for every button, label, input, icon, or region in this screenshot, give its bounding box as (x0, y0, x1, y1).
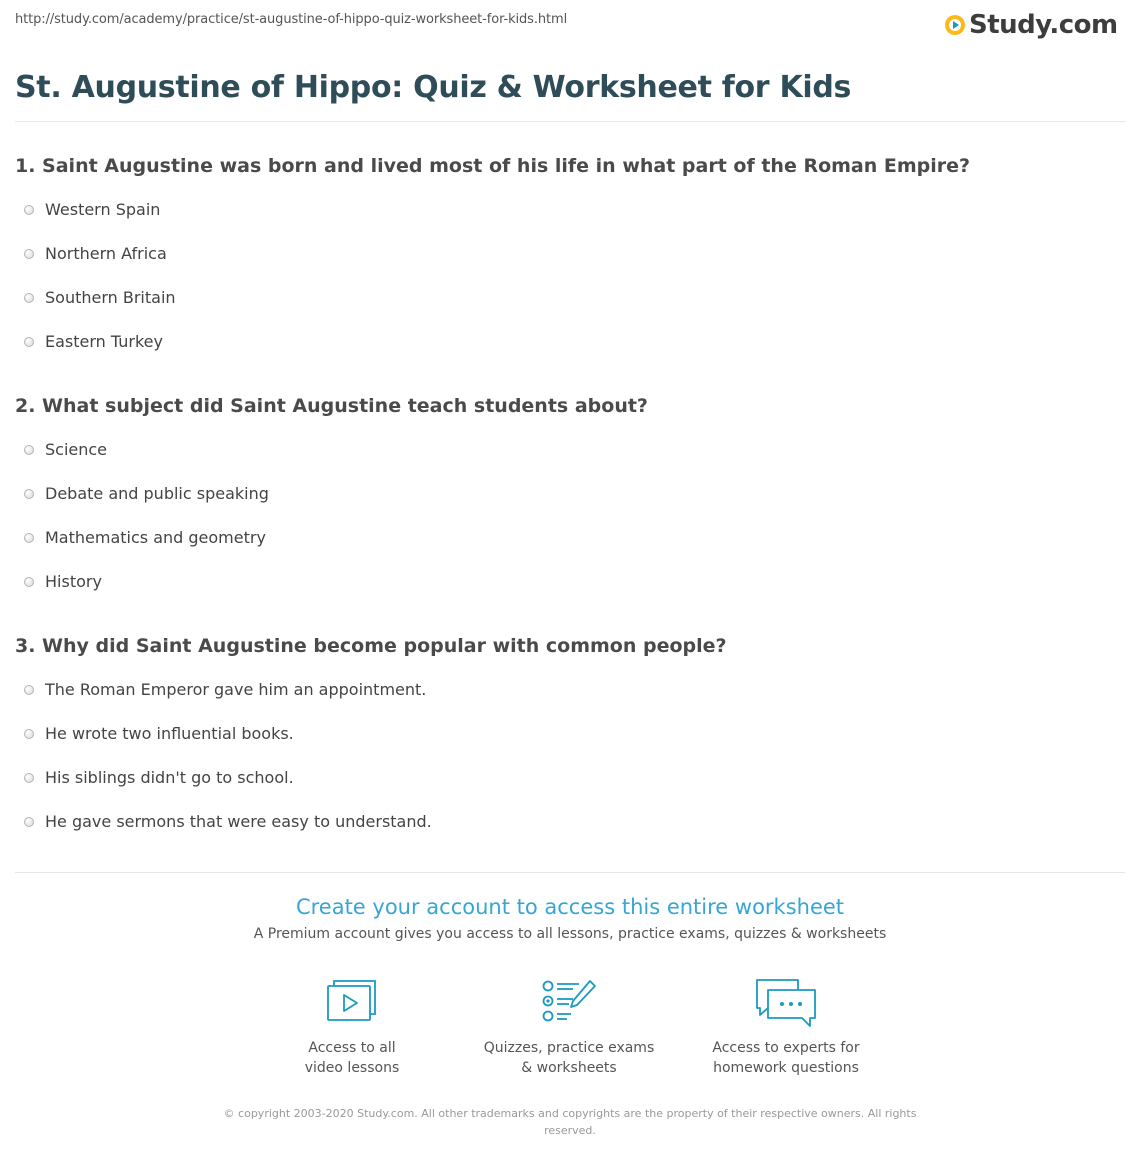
option-label: He wrote two influential books. (45, 724, 294, 743)
question-3: 3. Why did Saint Augustine become popular with common people? (15, 635, 727, 657)
create-account-link[interactable]: Create your account to access this entire worksheet (295, 895, 845, 919)
radio-button[interactable] (24, 337, 34, 347)
question-3-option-3[interactable] (15, 768, 294, 787)
feature-label: Access to experts for homework questions (712, 1040, 860, 1076)
page-title: St. Augustine of Hippo: Quiz & Worksheet for Kids (15, 70, 852, 105)
option-label: His siblings didn't go to school. (45, 768, 294, 787)
option-label: Debate and public speaking (45, 484, 269, 503)
video-lessons-icon (326, 978, 378, 1024)
radio-button[interactable] (24, 773, 34, 783)
feature-video-lessons (252, 978, 452, 1078)
feature-experts (686, 978, 886, 1078)
option-label: Southern Britain (45, 288, 176, 307)
radio-button[interactable] (24, 533, 34, 543)
radio-button[interactable] (24, 817, 34, 827)
option-label: History (45, 572, 102, 591)
feature-label: Quizzes, practice exams & worksheets (483, 1040, 655, 1076)
question-3-option-4[interactable] (15, 812, 432, 831)
question-2-option-1[interactable] (15, 440, 107, 459)
question-2: 2. What subject did Saint Augustine teach students about? (15, 395, 648, 417)
radio-button[interactable] (24, 445, 34, 455)
logo-text: Study.com (969, 10, 1118, 40)
radio-button[interactable] (24, 293, 34, 303)
radio-button[interactable] (24, 205, 34, 215)
divider (15, 121, 1125, 122)
option-label: Science (45, 440, 108, 459)
question-1-option-3[interactable] (15, 288, 176, 307)
page-url: http://study.com/academy/practice/st-augustine-of-hippo-quiz-worksheet-for-kids.html (15, 12, 568, 27)
option-label: Western Spain (45, 200, 161, 219)
radio-button[interactable] (24, 577, 34, 587)
feature-quizzes (469, 978, 669, 1078)
option-label: Eastern Turkey (45, 332, 163, 351)
quiz-checklist-icon (541, 978, 597, 1024)
chat-bubbles-icon (754, 978, 818, 1030)
radio-button[interactable] (24, 489, 34, 499)
option-label: The Roman Emperor gave him an appointment. (45, 680, 427, 699)
question-3-option-2[interactable] (15, 724, 294, 743)
question-2-option-2[interactable] (15, 484, 269, 503)
play-circle-icon (945, 15, 965, 35)
premium-description: A Premium account gives you access to all lessons, practice exams, quizzes & worksheets (253, 926, 887, 942)
option-label: Mathematics and geometry (45, 528, 266, 547)
question-3-option-1[interactable] (15, 680, 426, 699)
radio-button[interactable] (24, 249, 34, 259)
divider (15, 872, 1125, 873)
study-logo[interactable] (945, 8, 1118, 42)
question-1: 1. Saint Augustine was born and lived most of his life in what part of the Roman Empire? (15, 155, 971, 177)
radio-button[interactable] (24, 685, 34, 695)
question-2-option-4[interactable] (15, 572, 102, 591)
option-label: He gave sermons that were easy to understand. (45, 812, 432, 831)
copyright-footer: © copyright 2003-2020 Study.com. All other trademarks and copyrights are the property of their respective owners. All rights reserved. (223, 1107, 917, 1137)
option-label: Northern Africa (45, 244, 167, 263)
question-1-option-1[interactable] (15, 200, 160, 219)
feature-label: Access to all video lessons (304, 1040, 400, 1076)
question-1-option-2[interactable] (15, 244, 167, 263)
question-2-option-3[interactable] (15, 528, 266, 547)
question-1-option-4[interactable] (15, 332, 163, 351)
radio-button[interactable] (24, 729, 34, 739)
